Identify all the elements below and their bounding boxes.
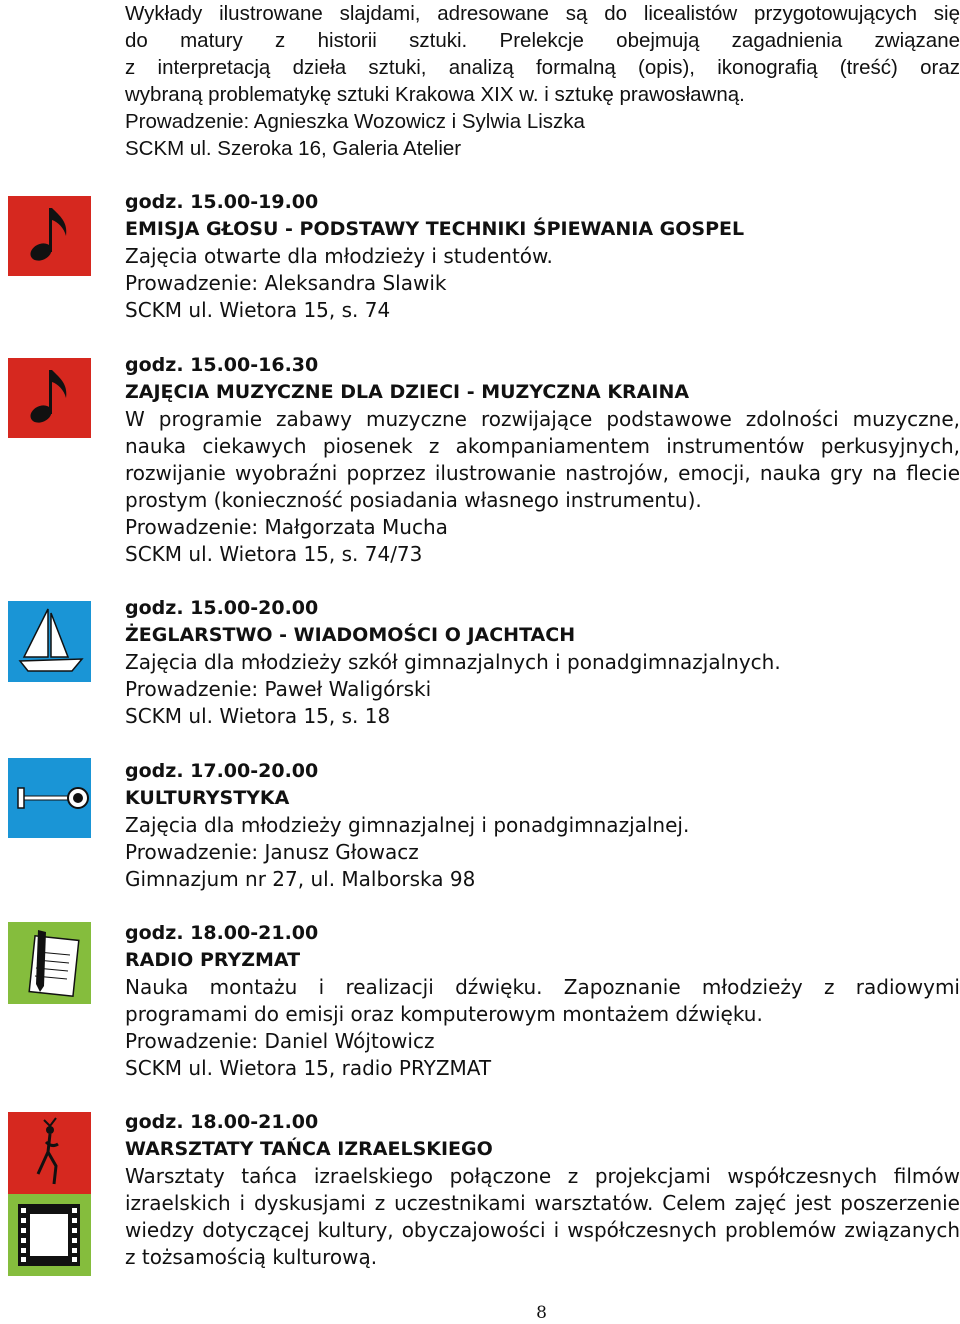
event-location: SCKM ul. Wietora 15, s. 74 bbox=[125, 298, 391, 322]
event-description: z tożsamością kulturową. bbox=[125, 1245, 378, 1269]
event-title: KULTURYSTYKA bbox=[125, 787, 290, 809]
event-time: godz. 15.00-19.00 bbox=[125, 191, 319, 213]
intro-line: do matury z historii sztuki. Prelekcje obejmują zagadnienia związane bbox=[125, 29, 960, 52]
sailboat-icon bbox=[8, 601, 91, 682]
event-description: Warsztaty tańca izraelskiego połączone z projekcjami współczesnych filmów bbox=[125, 1164, 960, 1188]
event-location: Gimnazjum nr 27, ul. Malborska 98 bbox=[125, 867, 476, 891]
event-title: RADIO PRYZMAT bbox=[125, 949, 301, 971]
page-number: 8 bbox=[536, 1303, 547, 1323]
event-description: nauka ciekawych piosenek z akompaniamentem instrumentów perkusyjnych, bbox=[125, 434, 960, 458]
event-location: SCKM ul. Wietora 15, radio PRYZMAT bbox=[125, 1056, 492, 1080]
event-location: SCKM ul. Wietora 15, s. 74/73 bbox=[125, 542, 423, 566]
film-frame-icon bbox=[8, 1194, 91, 1276]
event-description: prostym (konieczność posiadania własnego instrumentu). bbox=[125, 488, 702, 512]
intro-location: SCKM ul. Szeroka 16, Galeria Atelier bbox=[125, 137, 462, 160]
event-leader: Prowadzenie: Daniel Wójtowicz bbox=[125, 1029, 435, 1053]
intro-leader: Prowadzenie: Agnieszka Wozowicz i Sylwia Liszka bbox=[125, 110, 585, 133]
event-description: Nauka montażu i realizacji dźwięku. Zapoznanie młodzieży z radiowymi bbox=[125, 975, 960, 999]
music-note-icon bbox=[8, 358, 91, 438]
dancer-icon bbox=[8, 1112, 91, 1194]
event-leader: Prowadzenie: Paweł Waligórski bbox=[125, 677, 432, 701]
event-description: Zajęcia otwarte dla młodzieży i studentów. bbox=[125, 244, 553, 268]
event-description: Zajęcia dla młodzieży szkół gimnazjalnych i ponadgimnazjalnych. bbox=[125, 650, 781, 674]
event-leader: Prowadzenie: Aleksandra Slawik bbox=[125, 271, 447, 295]
event-emisja-glosu bbox=[125, 189, 960, 324]
intro-line: wybraną problematykę sztuki Krakowa XIX w. i sztukę prawosławną. bbox=[125, 83, 745, 106]
event-description: rozwijanie wyobraźni poprzez ilustrowanie nastrojów, emocji, nauka gry na flecie bbox=[125, 461, 960, 485]
intro-line: Wykłady ilustrowane slajdami, adresowane są do licealistów przygotowujących się bbox=[125, 2, 960, 25]
event-title: ZAJĘCIA MUZYCZNE DLA DZIECI - MUZYCZNA KRAINA bbox=[125, 381, 690, 403]
event-description: programami do emisji oraz komputerowym montażem dźwięku. bbox=[125, 1002, 763, 1026]
event-time: godz. 15.00-20.00 bbox=[125, 597, 319, 619]
event-title: EMISJA GŁOSU - PODSTAWY TECHNIKI ŚPIEWANIA GOSPEL bbox=[125, 218, 745, 240]
event-leader: Prowadzenie: Janusz Głowacz bbox=[125, 840, 419, 864]
event-kulturystyka bbox=[125, 758, 960, 893]
event-description: izraelskich i dyskusjami z uczestnikami warsztatów. Celem zajęć jest poszerzenie bbox=[125, 1191, 960, 1215]
event-time: godz. 18.00-21.00 bbox=[125, 1111, 319, 1133]
event-zeglarstwo bbox=[125, 595, 960, 730]
event-taniec-izraelski bbox=[125, 1109, 960, 1271]
event-description: Zajęcia dla młodzieży gimnazjalnej i ponadgimnazjalnej. bbox=[125, 813, 690, 837]
event-title: WARSZTATY TAŃCA IZRAELSKIEGO bbox=[125, 1138, 493, 1160]
event-description: W programie zabawy muzyczne rozwijające podstawowe zdolności muzyczne, bbox=[125, 407, 960, 431]
event-title: ŻEGLARSTWO - WIADOMOŚCI O JACHTACH bbox=[125, 624, 576, 646]
event-time: godz. 18.00-21.00 bbox=[125, 922, 319, 944]
event-radio-pryzmat bbox=[125, 920, 960, 1082]
event-description: wiedzy dotyczącej kultury, obyczajowości i współczesnych problemów związanych bbox=[125, 1218, 960, 1242]
barbell-icon bbox=[8, 758, 91, 838]
notepad-pen-icon bbox=[8, 922, 91, 1004]
event-leader: Prowadzenie: Małgorzata Mucha bbox=[125, 515, 448, 539]
intro-line: z interpretacją dzieła sztuki, analizą formalną (opis), ikonografią (treść) oraz bbox=[125, 56, 960, 79]
intro-section bbox=[125, 0, 960, 162]
music-note-icon bbox=[8, 196, 91, 276]
event-time: godz. 17.00-20.00 bbox=[125, 760, 319, 782]
event-time: godz. 15.00-16.30 bbox=[125, 354, 319, 376]
event-location: SCKM ul. Wietora 15, s. 18 bbox=[125, 704, 391, 728]
event-muzyczna-kraina bbox=[125, 352, 960, 568]
